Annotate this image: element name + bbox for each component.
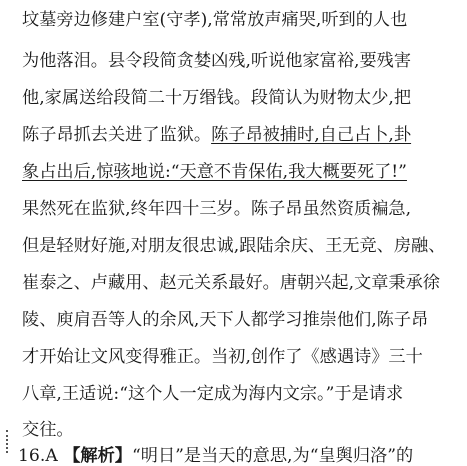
text-line-10: 才开始让文风变得雅正。当初,创作了《感遇诗》三十 [22,347,423,367]
text-line-3: 他,家属送给段简二十万缗钱。段简认为财物太少,把 [22,88,412,108]
text-line-4-underlined: 陈子昂被捕时,自己占卜,卦 [211,125,412,145]
text-line-11: 八章,王适说:“这个人一定成为海内文宗。”于是请求 [22,384,404,404]
text-line-12: 交往。 [22,420,74,440]
answer-number: 16.A [18,446,58,466]
text-line-6: 果然死在监狱,终年四十三岁。陈子昂虽然资质褊急, [22,199,412,219]
margin-dotted-rule [6,430,11,453]
text-line-7: 但是轻财好施,对朋友很忠诚,跟陆余庆、王无竞、房融、 [22,236,446,256]
answer-tag: 【解析】 [63,446,132,466]
text-line-2: 为他落泪。县令段简贪婪凶残,听说他家富裕,要残害 [22,51,412,71]
text-line-9: 陵、庾肩吾等人的余风,天下人都学习推崇他们,陈子昂 [22,310,429,330]
text-line-4-plain: 陈子昂抓去关进了监狱。 [22,125,212,145]
answer-line [18,446,413,466]
answer-text: “明日”是当天的意思,为“皇舆归洛”的 [131,446,414,466]
text-line-5-underlined: 象占出后,惊骇地说:“天意不肯保佑,我大概要死了!” [22,162,407,182]
text-line-8: 崔泰之、卢藏用、赵元关系最好。唐朝兴起,文章秉承徐 [22,273,440,293]
text-line-1: 坟墓旁边修建户室(守孝),常常放声痛哭,听到的人也 [22,10,408,30]
text-line-4 [22,125,411,145]
